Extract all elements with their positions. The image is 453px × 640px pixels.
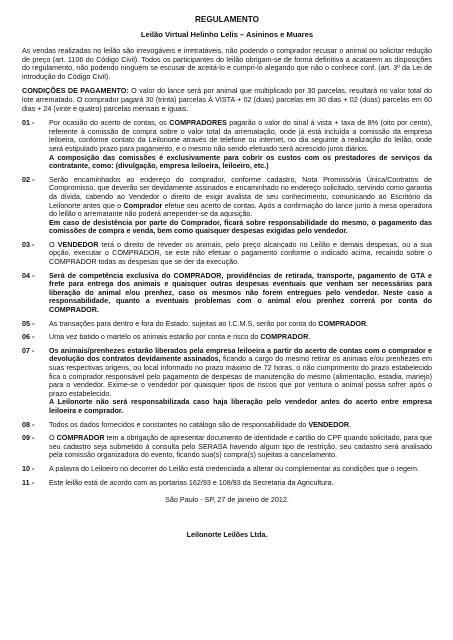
document-subtitle: Leilão Virtual Helinho Lelis – Asininos e Muares: [140, 30, 314, 39]
clause-text-a: Todos os dados fornecidos e constantes no catálogo são de responsabilidade do: [49, 419, 309, 429]
signature: Leilonorte Leilões Ltda.: [186, 529, 268, 539]
clause-text-c: tem a obrigação de apresentar documento de identidade e cartão do CPF quando solicitado, para que seu cadastro seja submetido à consulta pelo SERASA havendo algum tipo de restrição, seu cadastro será analisado pela comissão organizadora do evento, ficando sua(s) compra(s) sujeitas a cancelamento.: [49, 433, 433, 460]
clause-text-c: .: [366, 318, 369, 328]
clause-number: 01 -: [22, 118, 35, 128]
clause-text: [49, 241, 432, 267]
clause-item: [22, 347, 432, 416]
clause-number: 05 -: [22, 318, 35, 328]
clause-text: [49, 333, 432, 342]
clause-text: [49, 320, 432, 329]
clause-item: [22, 119, 432, 171]
clause-text-a: Uma vez batido o martelo os animais estarão por conta e risco do: [49, 332, 261, 342]
clause-text-b: VENDEDOR: [57, 239, 99, 249]
clause-number: 06 -: [22, 332, 35, 342]
clause-number: 03 -: [22, 239, 35, 249]
clause-text-a: Por ocasião do acerto de contas, os: [49, 118, 170, 128]
clause-text-c: ficando a cargo do mesmo retirar os animais e/ou prenhezes em suas respectivas origens, ou local informado no prazo máximo de 72 horas, o não cumprimento do prazo estabelecido fica o comprador responsável pelo pagamento de despesas de manutenção do mesmo (alimentação, estadia, manejo) para o vendedor. Exime-se o vendedor por quaisquer tipos de riscos que por ventura o animal possa sofrer após o prazo estabelecido.: [49, 354, 433, 398]
clause-item: [22, 434, 432, 460]
clause-item: [22, 320, 432, 329]
clause-text-b: COMPRADOR: [56, 433, 105, 443]
clause-text-a: Serão encaminhados ao endereço do comprador, conforme cadastro, Nota Promissória Única/Contratos de Compromisso, que deverão ser devidamente assinados e encaminhado no endereço solicitado, servindo como garantia da dívida, cabendo ao Vendedor o direito de exigir avalista de seu conhecimento, comunicando ao Escritório da Leilonorte antes que o: [49, 174, 432, 210]
clause-text-c: pagarão o valor do sinal à vista + taxa de 8% (oito por cento), referente à comissão de compra sobre o valor total da arrematação, onde já está incluída a comissão da empresa leiloeira, conforme contato da Leilonorte através de telefone ou internet, no dia seguinte à realização do leilão, onde será estipulado prazo para pagamento, e o mesmo não sendo efetuado será acrescido juros diários.: [49, 118, 432, 153]
clause-number: 10 -: [22, 463, 35, 473]
clause-text-c: .: [349, 419, 352, 429]
clause-item: [22, 421, 432, 430]
payment-conditions: [22, 87, 432, 113]
clause-bold-note: Em caso de desistência por parte do Comprador, ficará sobre responsabilidade do mesmo, o pagamento das comissões de compra e venda, bem como quaisquer despesas exigidas pelo vendedor.: [49, 217, 432, 236]
clause-text-a: O: [49, 239, 58, 249]
clause-text-a: O: [49, 433, 57, 443]
clause-text: [49, 119, 432, 171]
clause-number: 09 -: [22, 433, 35, 443]
clause-text: [49, 176, 432, 236]
clause-text-b: Será de competência exclusiva do COMPRADOR, providências de retirada, transporte, pagamento de GTA e frete para entrega dos animais e quaisquer outras despesas eventuais que venham ser necessárias para liberação do animal e/ou prenhez, caso os mesmos não forem entregues pelo vendedor. Neste caso a responsabilidade, quanto a eventuais problemas com o animal e/ou prenhez correrá por conta do COMPRADOR.: [49, 270, 432, 315]
clause-text: [49, 347, 432, 416]
clause-text: [49, 272, 432, 315]
clause-item: [22, 241, 432, 267]
clause-text-b: Os animais/prenhezes estarão liberados pela empresa leiloeira a partir do acerto de contas com o comprador e devolução dos contratos devidamente assinados,: [49, 345, 432, 364]
clause-text-b: Comprador: [123, 200, 163, 210]
clause-item: [22, 333, 432, 342]
clause-text-a: As transações para dentro e fora do Estado, sujeitas ao I.C.M.S, serão por conta do: [49, 318, 319, 328]
clause-number: 02 -: [22, 174, 35, 184]
payment-text: O valor do lance será por animal que multiplicado por 30 parcelas, resultará no valor total do lote arrematado. O comprador pagará 30 (trinta) parcelas À VISTA + 02 (duas) parcelas em 30 dias + 02 (duas) parcelas em 60 dias + 24 (vinte e quatro) parcelas mensais e iguais.: [22, 86, 432, 113]
clause-text-c: efetue seu acerto de contas. Após a confirmação do lance junto à mesa operadora do leilão o arrematante não poderá arrepender-se da aquisição.: [49, 200, 432, 219]
clause-text: [49, 479, 432, 488]
clause-text-c: .: [308, 332, 311, 342]
clause-item: [22, 272, 432, 315]
clause-number: 11 -: [22, 477, 34, 487]
intro-paragraph: As vendas realizadas no leilão são irrevogáveis e irretratáveis, não podendo o comprador recusar o animal ou solicitar redução de preço (art. 1106 do Código Civil). Todos os participantes do leilão obrigam-se de forma definitiva a acatarem as disposições do regulamento, não podendo ninguém se escusar de aceitá-lo e cumpri-lo alegando que não o conhece conf. (art. 3º da Lei de introdução do Código Civil).: [22, 46, 432, 81]
document-title: REGULAMENTO: [195, 15, 259, 24]
regulation-document: [22, 14, 432, 539]
clause-text: [49, 465, 432, 474]
payment-label: CONDIÇÕES DE PAGAMENTO:: [22, 86, 129, 96]
clause-text: [49, 421, 432, 430]
clause-text-b: COMPRADOR: [260, 332, 309, 342]
clause-bold-note: A composição das comissões é exclusivamente para cobrir os custos com os prestadores de serviços da contratante, como: (divulgação, empresa leiloeira, leiloeiro, etc.): [49, 152, 432, 171]
document-date: São Paulo - SP, 27 de janeiro de 2012.: [165, 495, 289, 505]
clause-number: 04 -: [22, 270, 35, 280]
clause-text-b: COMPRADOR: [318, 318, 367, 328]
clause-text-b: VENDEDOR: [308, 419, 350, 429]
clause-text: [49, 434, 432, 460]
clause-list: [22, 119, 432, 487]
clause-item: [22, 479, 432, 488]
clause-text-a: A palavra do Leiloeiro no decorrer do Leilão está credenciada a alterar ou complementar as condições que o regem.: [49, 463, 419, 473]
clause-text-b: COMPRADORES: [169, 118, 227, 128]
clause-item: [22, 176, 432, 236]
clause-text-c: terá o direito de reveder os animais, pelo preço alcançado no Leilão e demais despesas, ou a sua opção, executar o COMPRADOR, se este não efetuar o pagamento conforme o indicado acima, recaindo sobre o COMPRADOR todas as despesas que se der da execução.: [49, 239, 432, 267]
clause-text-a: Este leilão está de acordo com as portarias 162/93 e 108/93 da Secretaria da Agricultura.: [49, 477, 334, 487]
clause-number: 08 -: [22, 419, 35, 429]
clause-bold-note: A Leilonorte não será responsabilizada caso haja liberação pelo vendedor antes do acerto entre empresa leiloeira e comprador.: [49, 397, 432, 415]
clause-item: [22, 465, 432, 474]
clause-number: 07 -: [22, 345, 35, 355]
